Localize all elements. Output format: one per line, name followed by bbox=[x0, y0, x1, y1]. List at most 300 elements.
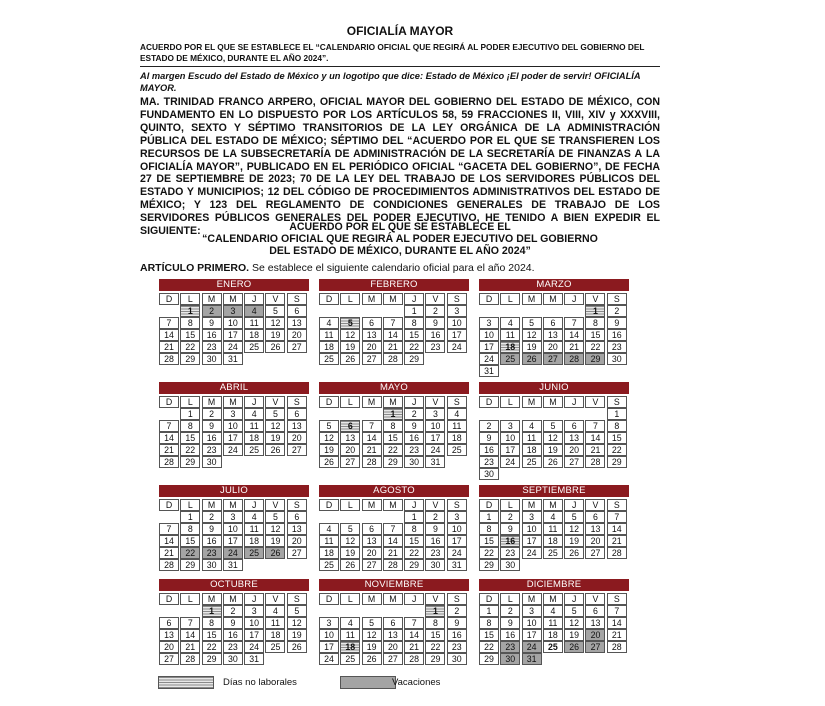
day-cell: 30 bbox=[500, 653, 520, 665]
weekday-header: V bbox=[265, 396, 285, 408]
day-cell: 5 bbox=[340, 523, 360, 535]
month-days-grid bbox=[319, 293, 469, 365]
day-cell: 9 bbox=[425, 317, 445, 329]
day-cell: 9 bbox=[404, 420, 424, 432]
day-cell: 22 bbox=[180, 341, 200, 353]
day-cell: 12 bbox=[340, 535, 360, 547]
month-febrero bbox=[319, 279, 469, 365]
day-cell: 29 bbox=[180, 559, 200, 571]
weekday-header: S bbox=[287, 593, 307, 605]
day-cell: 24 bbox=[223, 444, 243, 456]
day-cell: 17 bbox=[500, 444, 520, 456]
day-cell: 2 bbox=[404, 408, 424, 420]
day-cell: 24 bbox=[223, 341, 243, 353]
day-cell: 9 bbox=[425, 523, 445, 535]
weekday-header: L bbox=[500, 593, 520, 605]
day-cell: 8 bbox=[202, 617, 222, 629]
day-cell: 25 bbox=[543, 641, 563, 653]
empty-cell bbox=[159, 408, 179, 420]
day-cell: 6 bbox=[287, 408, 307, 420]
day-cell: 13 bbox=[340, 432, 360, 444]
weekday-header: D bbox=[479, 293, 499, 305]
day-cell: 11 bbox=[543, 523, 563, 535]
empty-cell bbox=[159, 511, 179, 523]
empty-cell bbox=[522, 305, 542, 317]
weekday-header: L bbox=[180, 593, 200, 605]
weekday-header: S bbox=[607, 593, 627, 605]
weekday-header: M bbox=[202, 593, 222, 605]
day-cell: 12 bbox=[265, 420, 285, 432]
day-cell: 30 bbox=[447, 653, 467, 665]
day-cell: 12 bbox=[564, 523, 584, 535]
day-cell: 26 bbox=[362, 653, 382, 665]
day-cell: 18 bbox=[265, 629, 285, 641]
day-cell: 7 bbox=[362, 420, 382, 432]
day-cell: 20 bbox=[383, 641, 403, 653]
weekday-header: V bbox=[585, 593, 605, 605]
day-cell: 18 bbox=[522, 444, 542, 456]
day-cell: 5 bbox=[265, 511, 285, 523]
day-cell: 5 bbox=[287, 605, 307, 617]
day-cell: 18 bbox=[500, 341, 520, 353]
day-cell: 4 bbox=[265, 605, 285, 617]
day-cell: 5 bbox=[564, 511, 584, 523]
day-cell: 28 bbox=[585, 456, 605, 468]
day-cell: 29 bbox=[585, 353, 605, 365]
day-cell: 9 bbox=[202, 317, 222, 329]
day-cell: 13 bbox=[287, 523, 307, 535]
day-cell: 11 bbox=[265, 617, 285, 629]
weekday-header: M bbox=[223, 499, 243, 511]
day-cell: 15 bbox=[180, 329, 200, 341]
day-cell: 2 bbox=[500, 605, 520, 617]
articulo-primero bbox=[140, 262, 660, 274]
day-cell: 31 bbox=[522, 653, 542, 665]
day-cell: 27 bbox=[543, 353, 563, 365]
day-cell: 16 bbox=[202, 432, 222, 444]
month-name: FEBRERO bbox=[319, 279, 469, 291]
day-cell: 3 bbox=[522, 511, 542, 523]
day-cell: 8 bbox=[585, 317, 605, 329]
day-cell: 20 bbox=[287, 432, 307, 444]
empty-cell bbox=[159, 605, 179, 617]
office-title: OFICIALÍA MAYOR bbox=[346, 24, 454, 38]
day-cell: 7 bbox=[585, 420, 605, 432]
day-cell: 24 bbox=[500, 456, 520, 468]
day-cell: 1 bbox=[479, 511, 499, 523]
month-septiembre bbox=[479, 485, 629, 571]
day-cell: 7 bbox=[607, 605, 627, 617]
month-name: NOVIEMBRE bbox=[319, 579, 469, 591]
day-cell: 27 bbox=[585, 547, 605, 559]
day-cell: 7 bbox=[159, 420, 179, 432]
weekday-header: M bbox=[383, 499, 403, 511]
day-cell: 2 bbox=[425, 511, 445, 523]
month-name: ENERO bbox=[159, 279, 309, 291]
empty-cell bbox=[500, 408, 520, 420]
day-cell: 28 bbox=[159, 559, 179, 571]
day-cell: 6 bbox=[362, 523, 382, 535]
weekday-header: M bbox=[522, 396, 542, 408]
day-cell: 10 bbox=[522, 617, 542, 629]
empty-cell bbox=[383, 605, 403, 617]
month-days-grid bbox=[319, 593, 469, 665]
day-cell: 15 bbox=[479, 629, 499, 641]
day-cell: 19 bbox=[319, 444, 339, 456]
day-cell: 6 bbox=[287, 305, 307, 317]
weekday-header: D bbox=[479, 593, 499, 605]
day-cell: 11 bbox=[319, 329, 339, 341]
day-cell: 4 bbox=[447, 408, 467, 420]
day-cell: 6 bbox=[383, 617, 403, 629]
day-cell: 21 bbox=[159, 547, 179, 559]
day-cell: 14 bbox=[383, 329, 403, 341]
day-cell: 30 bbox=[202, 353, 222, 365]
weekday-header: L bbox=[500, 293, 520, 305]
weekday-header: V bbox=[425, 293, 445, 305]
day-cell: 16 bbox=[425, 535, 445, 547]
day-cell: 12 bbox=[362, 629, 382, 641]
month-julio bbox=[159, 485, 309, 571]
day-cell: 9 bbox=[223, 617, 243, 629]
weekday-header: J bbox=[404, 293, 424, 305]
day-cell: 24 bbox=[425, 444, 445, 456]
day-cell: 20 bbox=[340, 444, 360, 456]
weekday-header: M bbox=[543, 593, 563, 605]
day-cell: 22 bbox=[383, 444, 403, 456]
weekday-header: J bbox=[564, 293, 584, 305]
day-cell: 22 bbox=[202, 641, 222, 653]
weekday-header: J bbox=[244, 396, 264, 408]
day-cell: 12 bbox=[265, 317, 285, 329]
day-cell: 7 bbox=[383, 317, 403, 329]
day-cell: 26 bbox=[287, 641, 307, 653]
month-days-grid bbox=[479, 593, 629, 665]
day-cell: 21 bbox=[607, 629, 627, 641]
day-cell: 29 bbox=[479, 653, 499, 665]
day-cell: 20 bbox=[159, 641, 179, 653]
day-cell: 16 bbox=[607, 329, 627, 341]
day-cell: 3 bbox=[447, 305, 467, 317]
day-cell: 17 bbox=[223, 329, 243, 341]
day-cell: 18 bbox=[543, 629, 563, 641]
day-cell: 1 bbox=[404, 305, 424, 317]
day-cell: 6 bbox=[585, 511, 605, 523]
day-cell: 19 bbox=[265, 432, 285, 444]
weekday-header: S bbox=[447, 293, 467, 305]
day-cell: 21 bbox=[383, 547, 403, 559]
day-cell: 25 bbox=[265, 641, 285, 653]
day-cell: 15 bbox=[404, 329, 424, 341]
day-cell: 9 bbox=[447, 617, 467, 629]
day-cell: 13 bbox=[585, 523, 605, 535]
day-cell: 25 bbox=[244, 444, 264, 456]
day-cell: 4 bbox=[543, 605, 563, 617]
day-cell: 12 bbox=[522, 329, 542, 341]
weekday-header: M bbox=[543, 293, 563, 305]
day-cell: 26 bbox=[564, 547, 584, 559]
day-cell: 9 bbox=[500, 523, 520, 535]
day-cell: 4 bbox=[244, 305, 264, 317]
day-cell: 11 bbox=[340, 629, 360, 641]
weekday-header: M bbox=[202, 499, 222, 511]
month-name: MAYO bbox=[319, 382, 469, 394]
day-cell: 20 bbox=[287, 535, 307, 547]
weekday-header: L bbox=[180, 293, 200, 305]
weekday-header: S bbox=[447, 396, 467, 408]
day-cell: 29 bbox=[404, 353, 424, 365]
day-cell: 15 bbox=[404, 535, 424, 547]
day-cell: 11 bbox=[543, 617, 563, 629]
day-cell: 1 bbox=[404, 511, 424, 523]
day-cell: 6 bbox=[564, 420, 584, 432]
weekday-header: J bbox=[244, 593, 264, 605]
day-cell: 10 bbox=[244, 617, 264, 629]
day-cell: 14 bbox=[159, 432, 179, 444]
day-cell: 30 bbox=[223, 653, 243, 665]
day-cell: 29 bbox=[479, 559, 499, 571]
day-cell: 25 bbox=[244, 341, 264, 353]
day-cell: 7 bbox=[564, 317, 584, 329]
day-cell: 28 bbox=[607, 641, 627, 653]
weekday-header: V bbox=[265, 499, 285, 511]
day-cell: 30 bbox=[202, 456, 222, 468]
month-days-grid bbox=[319, 396, 469, 468]
day-cell: 29 bbox=[404, 559, 424, 571]
day-cell: 18 bbox=[340, 641, 360, 653]
day-cell: 17 bbox=[479, 341, 499, 353]
day-cell: 14 bbox=[159, 329, 179, 341]
day-cell: 4 bbox=[522, 420, 542, 432]
day-cell: 16 bbox=[479, 444, 499, 456]
empty-cell bbox=[362, 305, 382, 317]
day-cell: 1 bbox=[180, 511, 200, 523]
weekday-header: M bbox=[543, 499, 563, 511]
subtitle-line: “CALENDARIO OFICIAL QUE REGIRÁ AL PODER EJECUTIVO DEL GOBIERNO bbox=[202, 233, 598, 245]
weekday-header: S bbox=[447, 593, 467, 605]
day-cell: 10 bbox=[223, 420, 243, 432]
day-cell: 22 bbox=[585, 341, 605, 353]
empty-cell bbox=[585, 408, 605, 420]
day-cell: 25 bbox=[500, 353, 520, 365]
day-cell: 19 bbox=[340, 547, 360, 559]
empty-cell bbox=[340, 605, 360, 617]
day-cell: 18 bbox=[543, 535, 563, 547]
day-cell: 31 bbox=[425, 456, 445, 468]
day-cell: 15 bbox=[585, 329, 605, 341]
day-cell: 1 bbox=[180, 305, 200, 317]
day-cell: 27 bbox=[362, 559, 382, 571]
day-cell: 19 bbox=[287, 629, 307, 641]
month-diciembre bbox=[479, 579, 629, 665]
day-cell: 31 bbox=[223, 353, 243, 365]
day-cell: 21 bbox=[607, 535, 627, 547]
day-cell: 14 bbox=[383, 535, 403, 547]
day-cell: 18 bbox=[244, 535, 264, 547]
day-cell: 10 bbox=[447, 317, 467, 329]
day-cell: 3 bbox=[479, 317, 499, 329]
day-cell: 13 bbox=[543, 329, 563, 341]
day-cell: 4 bbox=[543, 511, 563, 523]
weekday-header: D bbox=[159, 593, 179, 605]
weekday-header: V bbox=[425, 499, 445, 511]
day-cell: 21 bbox=[180, 641, 200, 653]
day-cell: 27 bbox=[340, 456, 360, 468]
weekday-header: V bbox=[585, 293, 605, 305]
month-enero bbox=[159, 279, 309, 365]
day-cell: 1 bbox=[585, 305, 605, 317]
day-cell: 5 bbox=[362, 617, 382, 629]
day-cell: 7 bbox=[180, 617, 200, 629]
day-cell: 18 bbox=[319, 547, 339, 559]
day-cell: 23 bbox=[404, 444, 424, 456]
day-cell: 19 bbox=[265, 535, 285, 547]
day-cell: 27 bbox=[383, 653, 403, 665]
day-cell: 27 bbox=[287, 341, 307, 353]
day-cell: 28 bbox=[383, 559, 403, 571]
day-cell: 6 bbox=[340, 420, 360, 432]
legend-vacaciones-swatch bbox=[340, 676, 396, 689]
day-cell: 27 bbox=[362, 353, 382, 365]
weekday-header: V bbox=[265, 593, 285, 605]
day-cell: 22 bbox=[404, 547, 424, 559]
day-cell: 15 bbox=[425, 629, 445, 641]
day-cell: 4 bbox=[340, 617, 360, 629]
day-cell: 26 bbox=[522, 353, 542, 365]
weekday-header: M bbox=[362, 293, 382, 305]
weekday-header: M bbox=[223, 593, 243, 605]
day-cell: 12 bbox=[265, 523, 285, 535]
day-cell: 23 bbox=[202, 341, 222, 353]
day-cell: 3 bbox=[223, 408, 243, 420]
weekday-header: M bbox=[383, 396, 403, 408]
day-cell: 16 bbox=[425, 329, 445, 341]
day-cell: 23 bbox=[500, 641, 520, 653]
day-cell: 9 bbox=[500, 617, 520, 629]
day-cell: 22 bbox=[180, 444, 200, 456]
month-name: JULIO bbox=[159, 485, 309, 497]
day-cell: 24 bbox=[319, 653, 339, 665]
empty-cell bbox=[479, 305, 499, 317]
day-cell: 9 bbox=[479, 432, 499, 444]
day-cell: 29 bbox=[180, 353, 200, 365]
day-cell: 15 bbox=[607, 432, 627, 444]
month-agosto bbox=[319, 485, 469, 571]
day-cell: 9 bbox=[607, 317, 627, 329]
weekday-header: S bbox=[287, 293, 307, 305]
day-cell: 11 bbox=[522, 432, 542, 444]
day-cell: 7 bbox=[607, 511, 627, 523]
day-cell: 16 bbox=[202, 329, 222, 341]
day-cell: 10 bbox=[522, 523, 542, 535]
weekday-header: J bbox=[404, 396, 424, 408]
weekday-header: V bbox=[585, 499, 605, 511]
day-cell: 3 bbox=[223, 511, 243, 523]
weekday-header: M bbox=[362, 499, 382, 511]
empty-cell bbox=[564, 408, 584, 420]
day-cell: 11 bbox=[244, 523, 264, 535]
weekday-header: S bbox=[287, 396, 307, 408]
empty-cell bbox=[564, 305, 584, 317]
day-cell: 20 bbox=[564, 444, 584, 456]
day-cell: 28 bbox=[383, 353, 403, 365]
weekday-header: V bbox=[585, 396, 605, 408]
day-cell: 26 bbox=[543, 456, 563, 468]
empty-cell bbox=[362, 511, 382, 523]
day-cell: 1 bbox=[202, 605, 222, 617]
empty-cell bbox=[319, 408, 339, 420]
day-cell: 25 bbox=[340, 653, 360, 665]
day-cell: 29 bbox=[383, 456, 403, 468]
day-cell: 2 bbox=[479, 420, 499, 432]
day-cell: 24 bbox=[244, 641, 264, 653]
empty-cell bbox=[404, 605, 424, 617]
weekday-header: D bbox=[159, 396, 179, 408]
day-cell: 23 bbox=[202, 547, 222, 559]
weekday-header: M bbox=[202, 396, 222, 408]
day-cell: 8 bbox=[479, 617, 499, 629]
day-cell: 22 bbox=[404, 341, 424, 353]
day-cell: 11 bbox=[319, 535, 339, 547]
day-cell: 15 bbox=[383, 432, 403, 444]
day-cell: 19 bbox=[522, 341, 542, 353]
weekday-header: L bbox=[340, 396, 360, 408]
weekday-header: M bbox=[543, 396, 563, 408]
day-cell: 1 bbox=[479, 605, 499, 617]
day-cell: 24 bbox=[522, 641, 542, 653]
day-cell: 6 bbox=[543, 317, 563, 329]
day-cell: 10 bbox=[223, 523, 243, 535]
day-cell: 11 bbox=[244, 317, 264, 329]
day-cell: 29 bbox=[607, 456, 627, 468]
day-cell: 13 bbox=[383, 629, 403, 641]
month-name: JUNIO bbox=[479, 382, 629, 394]
day-cell: 7 bbox=[159, 523, 179, 535]
day-cell: 13 bbox=[287, 420, 307, 432]
day-cell: 19 bbox=[564, 535, 584, 547]
day-cell: 22 bbox=[607, 444, 627, 456]
day-cell: 15 bbox=[180, 535, 200, 547]
day-cell: 25 bbox=[244, 547, 264, 559]
day-cell: 13 bbox=[564, 432, 584, 444]
day-cell: 17 bbox=[244, 629, 264, 641]
weekday-header: D bbox=[319, 593, 339, 605]
day-cell: 14 bbox=[607, 523, 627, 535]
day-cell: 24 bbox=[447, 341, 467, 353]
day-cell: 27 bbox=[585, 641, 605, 653]
weekday-header: L bbox=[340, 593, 360, 605]
day-cell: 21 bbox=[564, 341, 584, 353]
day-cell: 17 bbox=[319, 641, 339, 653]
day-cell: 27 bbox=[287, 547, 307, 559]
empty-cell bbox=[319, 305, 339, 317]
empty-cell bbox=[543, 305, 563, 317]
weekday-header: D bbox=[479, 499, 499, 511]
day-cell: 17 bbox=[522, 629, 542, 641]
day-cell: 4 bbox=[319, 317, 339, 329]
month-name: SEPTIEMBRE bbox=[479, 485, 629, 497]
day-cell: 1 bbox=[180, 408, 200, 420]
weekday-header: L bbox=[180, 396, 200, 408]
weekday-header: M bbox=[362, 396, 382, 408]
day-cell: 26 bbox=[265, 547, 285, 559]
day-cell: 8 bbox=[404, 523, 424, 535]
day-cell: 8 bbox=[425, 617, 445, 629]
weekday-header: M bbox=[223, 293, 243, 305]
empty-cell bbox=[543, 408, 563, 420]
day-cell: 23 bbox=[479, 456, 499, 468]
empty-cell bbox=[479, 408, 499, 420]
